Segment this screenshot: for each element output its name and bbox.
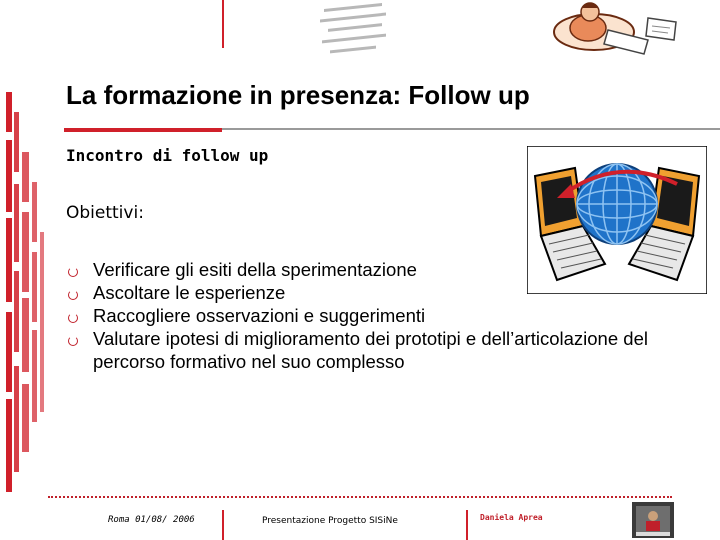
circle-bullet-icon (68, 336, 78, 346)
circle-bullet-icon (68, 313, 78, 323)
footer-author: Daniela Aprea (480, 513, 543, 522)
list-item: Verificare gli esiti della sperimentazione (66, 258, 676, 281)
logo-thumbnail (632, 502, 674, 538)
footer-separator (466, 510, 468, 540)
decorative-stripes (318, 0, 392, 62)
circle-bullet-icon (68, 267, 78, 277)
top-divider-line (222, 0, 224, 48)
list-item: Raccogliere osservazioni e suggerimenti (66, 304, 676, 327)
left-decorative-band (0, 92, 48, 492)
title-divider-rule (222, 128, 720, 130)
footer-divider (48, 496, 672, 498)
clerk-at-desk-icon (548, 0, 688, 60)
footer-project-name: Presentazione Progetto SISiNe (262, 516, 398, 526)
footer-date: Roma 01/08/ 2006 (108, 515, 195, 525)
footer-separator (222, 510, 224, 540)
slide-subtitle: Incontro di follow up (66, 146, 269, 165)
laptops-globe-exchange-icon (527, 146, 707, 294)
slide-title: La formazione in presenza: Follow up (66, 80, 530, 110)
title-accent-rule (64, 128, 222, 132)
list-item: Ascoltare le esperienze (66, 281, 676, 304)
circle-bullet-icon (68, 290, 78, 300)
list-item: Valutare ipotesi di miglioramento dei prototipi e dell’articolazione del percorso formativo nel suo complesso (66, 327, 676, 373)
section-label: Obiettivi: (66, 203, 144, 223)
